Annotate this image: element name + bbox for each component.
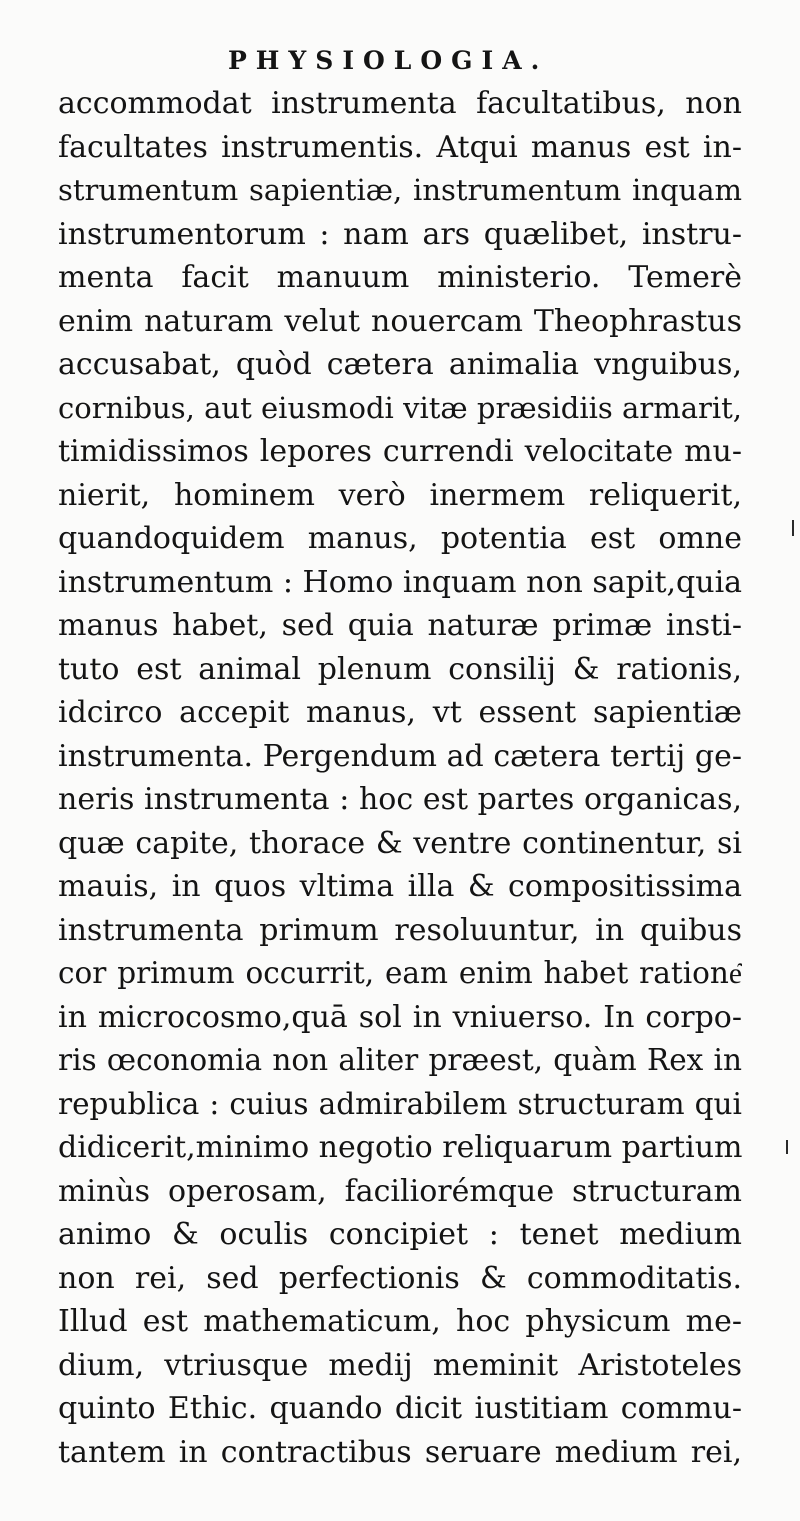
- text-line-18: quæ capite, thorace & ventre continentur, si: [58, 825, 742, 861]
- text-line-3: strumentum sapientiæ, instrumentum inquam: [58, 173, 742, 207]
- text-line-7: accusabat, quòd cætera animalia vnguibus,: [58, 347, 742, 382]
- body-text: [58, 82, 742, 1474]
- text-line-2: facultates instrumentis. Atqui manus est in-: [58, 129, 742, 165]
- text-line-12: instrumentum : Homo inquam non sapit,quia: [58, 564, 742, 600]
- text-line-30: dium, vtriusque medij meminit Aristoteles: [58, 1347, 742, 1383]
- text-line-8: cornibus, aut eiusmodi vitæ præsidiis armarit,: [58, 390, 742, 425]
- text-line-11: quandoquidem manus, potentia est omne: [58, 521, 742, 556]
- text-line-14: tuto est animal plenum consilij & rationis,: [58, 651, 742, 687]
- text-line-20: instrumenta primum resoluuntur, in quibus: [58, 912, 742, 948]
- text-line-28: non rei, sed perfectionis & commoditatis.: [58, 1260, 742, 1296]
- text-line-31: quinto Ethic. quando dicit iustitiam commu-: [58, 1391, 742, 1426]
- text-line-24: republica : cuius admirabilem structuram qui: [58, 1086, 742, 1121]
- text-line-10: nierit, hominem verò inermem reliquerit,: [58, 477, 742, 513]
- text-line-13: manus habet, sed quia naturæ primæ insti-: [58, 608, 742, 643]
- gutter-mark-top: [792, 520, 794, 536]
- text-line-26: minùs operosam, faciliorémque structuram: [58, 1173, 742, 1209]
- text-line-4: instrumentorum : nam ars quælibet, instru-: [58, 216, 742, 252]
- text-line-5: menta facit manuum ministerio. Temerè: [58, 260, 742, 295]
- text-line-17: neris instrumenta : hoc est partes organicas,: [58, 782, 742, 817]
- text-line-16: instrumenta. Pergendum ad cætera tertij ge-: [58, 738, 742, 774]
- text-line-25: didicerit,minimo negotio reliquarum partium: [58, 1130, 742, 1165]
- text-line-23: ris œconomia non aliter præest, quàm Rex in: [58, 1043, 742, 1077]
- text-line-22: in microcosmo,quā sol in vniuerso. In corpo-: [58, 999, 742, 1035]
- text-line-21: cor primum occurrit, eam enim habet ratione͂: [58, 956, 742, 990]
- text-line-15: idcirco accepit manus, vt essent sapientiæ: [58, 695, 742, 730]
- text-line-29: Illud est mathematicum, hoc physicum me-: [58, 1304, 742, 1339]
- text-line-9: timidissimos lepores currendi velocitate mu-: [58, 434, 742, 469]
- running-head: PHYSIOLOGIA.: [228, 46, 549, 75]
- text-line-6: enim naturam velut nouercam Theophrastus: [58, 303, 742, 339]
- text-line-1: accommodat instrumenta facultatibus, non: [58, 86, 742, 121]
- text-line-19: mauis, in quos vltima illa & compositissima: [58, 869, 742, 904]
- gutter-mark-bottom: [786, 1140, 788, 1154]
- text-line-32: tantem in contractibus seruare medium rei,: [58, 1434, 742, 1470]
- text-line-27: animo & oculis concipiet : tenet medium: [58, 1217, 742, 1252]
